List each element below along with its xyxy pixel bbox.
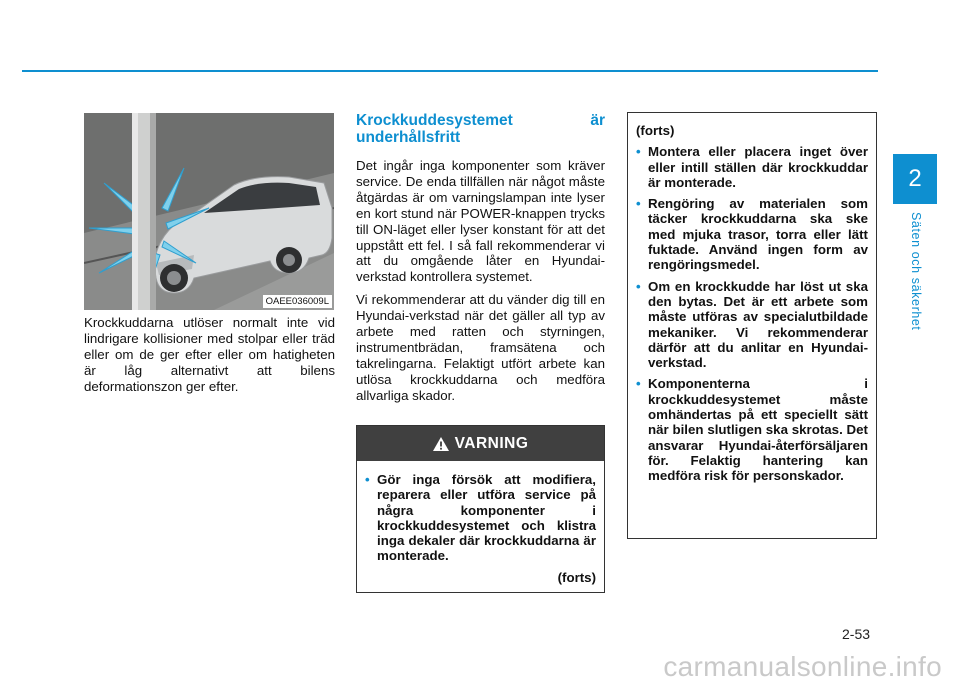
- continued-item: • Komponenterna i krockkuddesystemet måste omhändertas på ett speciellt sätt när bilen slutligen ska skrotas. Det ansvarar Hyundai-återförsäljaren för. Felaktig hantering kan medföra risk för personskador.: [636, 376, 868, 483]
- continued-warning-box: [627, 112, 877, 539]
- warning-header: [357, 426, 604, 461]
- warning-item: • Gör inga försök att modifiera, reparera eller utföra service på några komponenter i krockkuddesystemet och klistra inga dekaler där krockkuddarna är monterade.: [365, 472, 596, 564]
- car-pole-illustration: [84, 113, 334, 310]
- page-number: 2-53: [842, 626, 871, 642]
- left-paragraph: Krockkuddarna utlöser normalt inte vid lindrigare kollisioner med stolpar eller träd eller om de ger efter eller om hatigheten är låg alternativt att bilens deformationszon ger efter.: [84, 315, 335, 394]
- continued-item: • Montera eller placera inget över eller intill ställen där krockkuddar är monterade.: [636, 144, 868, 190]
- crash-illustration: [84, 113, 334, 310]
- continued-item: • Rengöring av materialen som täcker krockkuddarna ska ske med mjuka trasor, torra eller lätt fuktade. Använd ingen form av rengöringsmedel.: [636, 196, 868, 272]
- warning-body: [357, 461, 604, 585]
- warning-title: VARNING: [454, 434, 529, 452]
- middle-column: [356, 112, 605, 411]
- chapter-label: Säten och säkerhet: [909, 212, 923, 331]
- middle-paragraph-2: Vi rekommenderar att du vänder dig till en Hyundai-verkstad när det gäller all typ av arbete med ratten och styrningen, instrumentbrädan, framsätena och takrelingarna. Felaktigt utfört arbete kan utlösa krockkuddarna och medföra allvarliga skador.: [356, 292, 605, 403]
- section-heading: Krockkuddesystemet är underhållsfritt: [356, 112, 605, 146]
- chapter-tab[interactable]: [893, 154, 937, 204]
- continued-label: (forts): [636, 123, 675, 138]
- warning-triangle-icon: [433, 437, 449, 451]
- figure-code: OAEE036009L: [263, 295, 332, 308]
- warning-continued: (forts): [557, 569, 596, 585]
- left-column: [84, 315, 335, 402]
- watermark: carmanualsonline.info: [663, 651, 942, 682]
- header-rule: [22, 70, 878, 72]
- chapter-number: 2: [908, 165, 922, 192]
- warning-box: [356, 425, 605, 593]
- continued-item: • Om en krockkudde har löst ut ska den bytas. Det är ett arbete som måste utföras av specialutbildade mekaniker. Vi rekommenderar därför att du anlitar en Hyundai-verkstad.: [636, 279, 868, 371]
- middle-paragraph-1: Det ingår inga komponenter som kräver service. De enda tillfällen när något måste åtgärdas är om varningslampan inte lyser en kort stund när POWER-knappen trycks till ON-läget eller lyser konstant för att det uppstått ett fel. I så fall rekommenderar vi att du omgående låter en Hyundai-verkstad kontrollera systemet.: [356, 158, 605, 285]
